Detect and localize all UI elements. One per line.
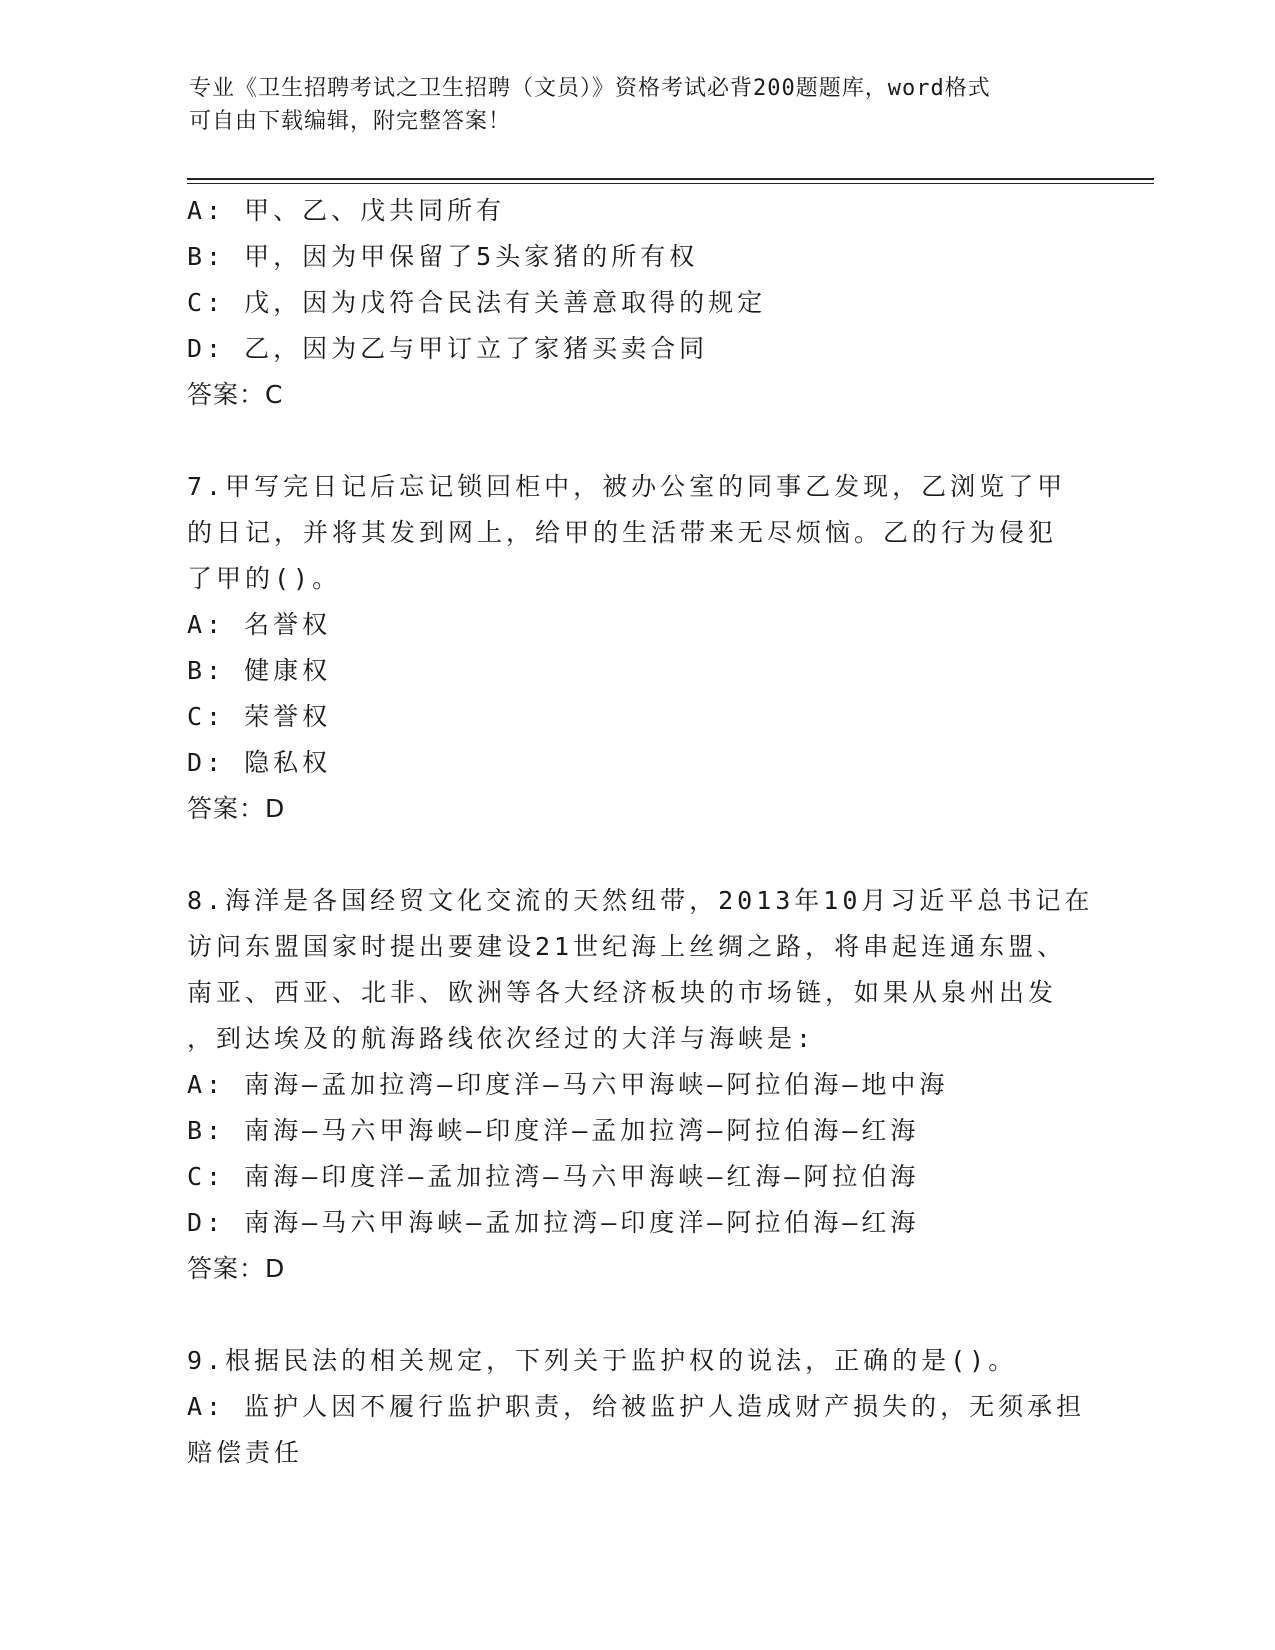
option-c: C: 南海—印度洋—孟加拉湾—马六甲海峡—红海—阿拉伯海 — [187, 1162, 920, 1191]
option-b: B: 南海—马六甲海峡—印度洋—孟加拉湾—阿拉伯海—红海 — [187, 1116, 920, 1145]
option-b: B: 甲，因为甲保留了5头家猪的所有权 — [187, 242, 699, 271]
question-stem-line: 8.海洋是各国经贸文化交流的天然纽带，2013年10月习近平总书记在 — [187, 886, 1094, 915]
option-c: C: 荣誉权 — [187, 702, 332, 731]
option-d: D: 乙，因为乙与甲订立了家猪买卖合同 — [187, 334, 709, 363]
question-stem-line: 9.根据民法的相关规定，下列关于监护权的说法，正确的是()。 — [187, 1346, 1018, 1375]
header-title-line-1: 专业《卫生招聘考试之卫生招聘（文员）》资格考试必背200题题库，word格式 — [189, 76, 991, 101]
option-c: C: 戊，因为戊符合民法有关善意取得的规定 — [187, 288, 767, 317]
answer-label: 答案：D — [187, 1254, 286, 1283]
option-a: A: 甲、乙、戊共同所有 — [187, 196, 506, 225]
header-divider-thick — [187, 178, 1154, 180]
question-stem-line: 了甲的()。 — [187, 564, 342, 593]
spacer — [187, 1292, 1107, 1338]
option-d: D: 南海—马六甲海峡—孟加拉湾—印度洋—阿拉伯海—红海 — [187, 1208, 920, 1237]
question-6 — [187, 188, 1107, 418]
option-b: B: 健康权 — [187, 656, 332, 685]
question-8 — [187, 878, 1107, 1292]
header-divider-thin — [187, 183, 1154, 184]
question-stem-line: 的日记，并将其发到网上，给甲的生活带来无尽烦恼。乙的行为侵犯 — [187, 518, 1058, 547]
option-a: A: 名誉权 — [187, 610, 332, 639]
spacer — [187, 418, 1107, 464]
spacer — [187, 832, 1107, 878]
question-stem-line: 南亚、西亚、北非、欧洲等各大经济板块的市场链，如果从泉州出发 — [187, 978, 1058, 1007]
answer-label: 答案：C — [187, 380, 284, 409]
option-d: D: 隐私权 — [187, 748, 332, 777]
option-a-continued: 赔偿责任 — [187, 1438, 304, 1467]
header-title-line-2: 可自由下载编辑，附完整答案！ — [189, 109, 512, 134]
option-a: A: 监护人因不履行监护职责，给被监护人造成财产损失的，无须承担 — [187, 1392, 1086, 1421]
question-9 — [187, 1338, 1107, 1476]
question-stem-line: 7.甲写完日记后忘记锁回柜中，被办公室的同事乙发现，乙浏览了甲 — [187, 472, 1067, 501]
question-7 — [187, 464, 1107, 832]
option-a: A: 南海—孟加拉湾—印度洋—马六甲海峡—阿拉伯海—地中海 — [187, 1070, 949, 1099]
document-header — [189, 72, 1089, 138]
question-stem-line: ，到达埃及的航海路线依次经过的大洋与海峡是: — [187, 1024, 816, 1053]
answer-label: 答案：D — [187, 794, 286, 823]
question-list — [187, 188, 1107, 1476]
question-stem-line: 访问东盟国家时提出要建设21世纪海上丝绸之路，将串起连通东盟、 — [187, 932, 1067, 961]
